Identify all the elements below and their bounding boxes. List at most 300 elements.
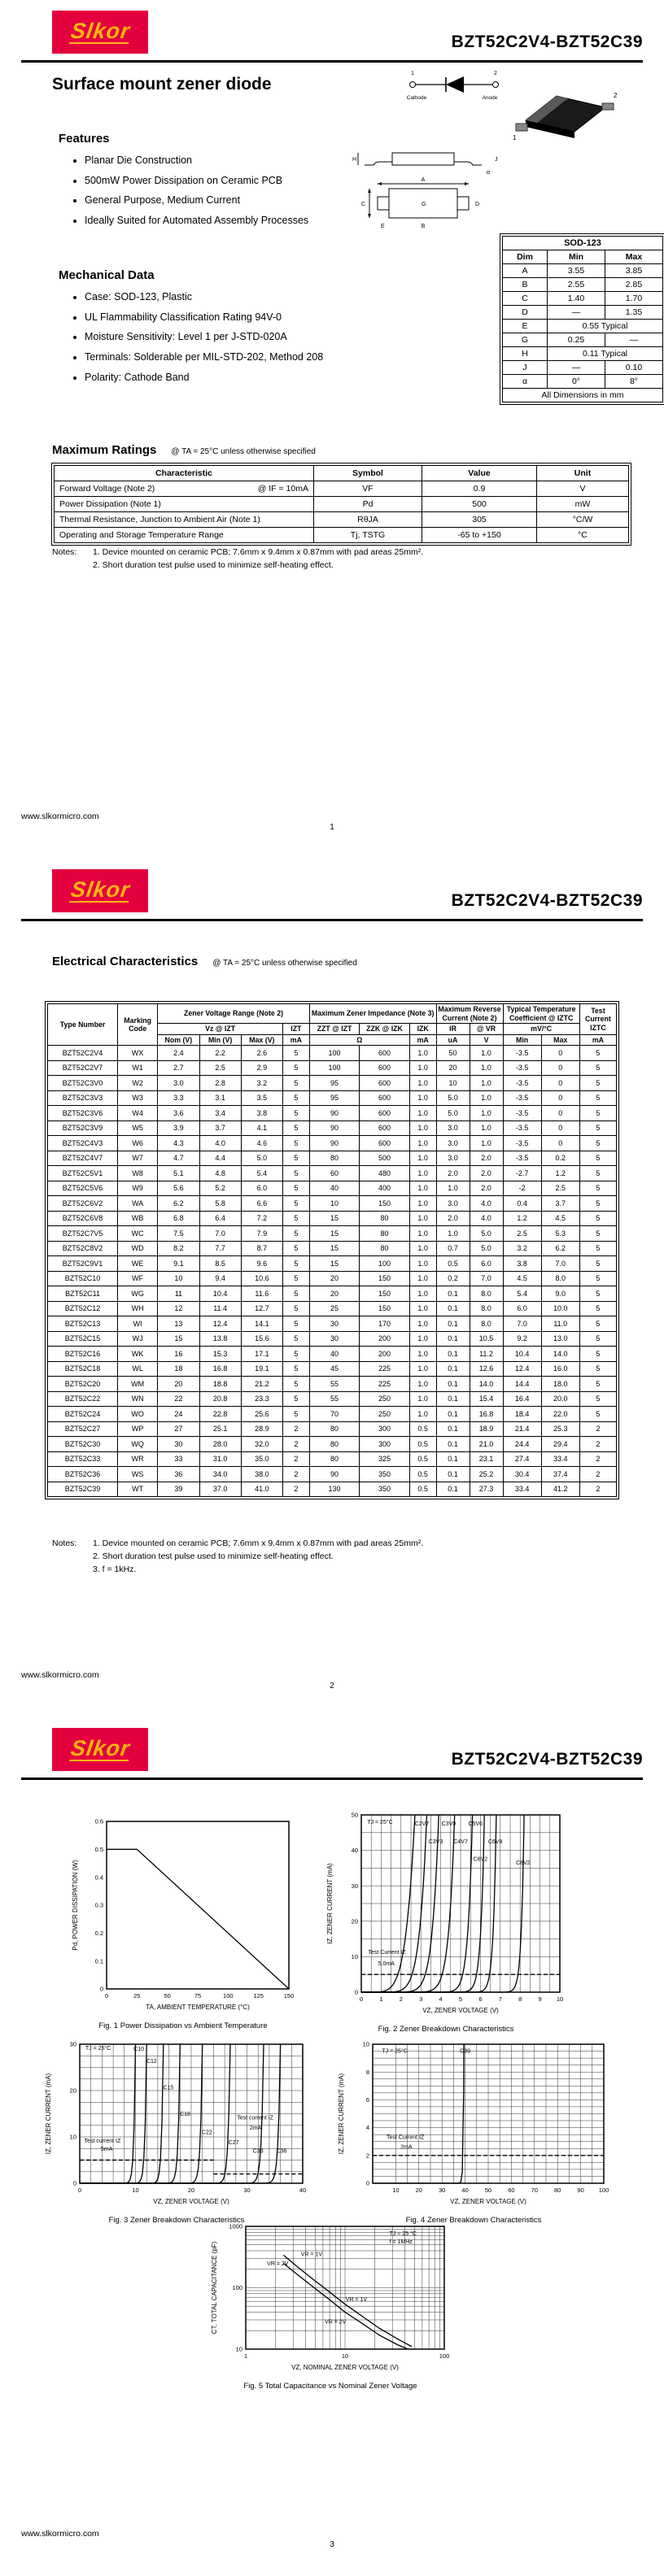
page-number: 1 <box>330 823 334 832</box>
cell <box>55 481 314 497</box>
pin1-label: 1 <box>411 71 414 76</box>
cell: BZT52C7V5 <box>48 1226 118 1242</box>
cell: BZT52C22 <box>48 1391 118 1407</box>
cell: 29.4 <box>541 1437 579 1452</box>
cell: 5 <box>579 1301 616 1316</box>
cell: 15.4 <box>470 1391 503 1407</box>
cell: WO <box>118 1407 158 1422</box>
table-row <box>48 1076 617 1091</box>
cell: 3.8 <box>241 1106 282 1121</box>
characteristic-text: Forward Voltage (Note 2) <box>59 484 155 494</box>
svg-text:2mA: 2mA <box>400 2144 413 2151</box>
table-row <box>48 1181 617 1196</box>
cell: WK <box>118 1347 158 1362</box>
figure-caption: Fig. 1 Power Dissipation vs Ambient Temperature <box>98 2021 268 2030</box>
mechanical-heading: Mechanical Data <box>59 268 155 282</box>
cell: 1.0 <box>409 1377 436 1392</box>
svg-text:C36: C36 <box>276 2148 287 2155</box>
feature-item: • General Purpose, Medium Current <box>85 194 345 207</box>
cell: 27 <box>158 1421 199 1437</box>
cell: 18 <box>158 1361 199 1377</box>
table-row <box>48 1211 617 1226</box>
table-row <box>48 1361 617 1377</box>
cell: 5 <box>579 1241 616 1256</box>
svg-text:2: 2 <box>365 2152 369 2160</box>
page-number: 2 <box>330 1682 334 1690</box>
cell: BZT52C6V2 <box>48 1196 118 1212</box>
cell: 3.2 <box>503 1241 541 1256</box>
cell: 3.0 <box>436 1151 470 1166</box>
table-row <box>48 1106 617 1121</box>
cell: 21.4 <box>503 1421 541 1437</box>
cell: J <box>503 361 548 375</box>
cell: 5 <box>282 1166 309 1181</box>
cell: G <box>503 333 548 347</box>
svg-text:50: 50 <box>484 2187 492 2194</box>
cell: BZT52C36 <box>48 1467 118 1482</box>
cell: 150 <box>360 1301 409 1316</box>
cell: 5 <box>579 1316 616 1332</box>
cell: 5 <box>282 1226 309 1242</box>
cell: WM <box>118 1377 158 1392</box>
cell: 0 <box>541 1120 579 1136</box>
cell: 15 <box>309 1211 359 1226</box>
cell: 23.3 <box>241 1391 282 1407</box>
svg-text:0: 0 <box>104 1992 109 1999</box>
cell: BZT52C5V1 <box>48 1166 118 1181</box>
cell: 17.1 <box>241 1347 282 1362</box>
cell: 90 <box>309 1106 359 1121</box>
cell: RθJA <box>314 512 422 528</box>
cell: 5 <box>282 1271 309 1286</box>
cell: 170 <box>360 1316 409 1332</box>
notes <box>52 1538 508 1576</box>
svg-text:0.5: 0.5 <box>94 1845 103 1853</box>
max-ratings-heading-text: Maximum Ratings <box>52 443 157 457</box>
cell: 37.0 <box>199 1482 241 1497</box>
svg-text:30: 30 <box>351 1882 358 1890</box>
cell: WT <box>118 1482 158 1497</box>
footer <box>21 1670 643 1690</box>
cell: 3.4 <box>199 1106 241 1121</box>
cell: 500 <box>422 497 537 512</box>
characteristic-text: Power Dissipation (Note 1) <box>59 499 161 509</box>
col-izt: IZT <box>282 1024 309 1035</box>
footer <box>21 2529 643 2549</box>
cell: 0.5 <box>409 1467 436 1482</box>
cell: 3.5 <box>241 1090 282 1106</box>
cell: 1.0 <box>409 1361 436 1377</box>
cell: 6.2 <box>541 1241 579 1256</box>
cell: BZT52C39 <box>48 1482 118 1497</box>
cell: 1.0 <box>470 1046 503 1061</box>
cell: W8 <box>118 1166 158 1181</box>
unit-vr: V <box>470 1034 503 1046</box>
elec-heading <box>52 955 357 968</box>
cell: 0 <box>541 1060 579 1076</box>
svg-text:10: 10 <box>341 2352 349 2360</box>
cell: 90 <box>309 1467 359 1482</box>
cell: BZT52C11 <box>48 1286 118 1302</box>
svg-text:Test current IZ: Test current IZ <box>237 2115 273 2121</box>
cell: 40 <box>309 1181 359 1196</box>
cell: 2.4 <box>158 1046 199 1061</box>
cell: 0.25 <box>548 333 605 347</box>
svg-text:10: 10 <box>351 1953 358 1960</box>
cell: 25.1 <box>199 1421 241 1437</box>
cell: 5 <box>579 1347 616 1362</box>
cell: — <box>548 361 605 375</box>
cell: -2 <box>503 1181 541 1196</box>
cell: A <box>503 264 548 278</box>
cell: 0° <box>548 375 605 389</box>
cell: 20 <box>158 1377 199 1392</box>
cell: 0 <box>541 1136 579 1151</box>
dim-g-label: G <box>422 202 426 207</box>
cell: -3.5 <box>503 1076 541 1091</box>
table-row <box>48 1090 617 1106</box>
cell: 200 <box>360 1331 409 1347</box>
note-item: 2. Short duration test pulse used to minimize self-heating effect. <box>93 559 334 570</box>
table-row <box>55 497 629 512</box>
cell: 5 <box>282 1347 309 1362</box>
col-vr: @ VR <box>470 1024 503 1035</box>
table-row <box>503 264 663 278</box>
cell: 0.1 <box>436 1286 470 1302</box>
cell: 1.0 <box>470 1076 503 1091</box>
feature-item: • Ideally Suited for Automated Assembly Processes <box>85 215 345 228</box>
svg-text:VZ, ZENER VOLTAGE (V): VZ, ZENER VOLTAGE (V) <box>450 2198 526 2205</box>
dim-j-label: J <box>495 157 498 163</box>
cell: E <box>503 320 548 333</box>
cell: BZT52C20 <box>48 1377 118 1392</box>
cell: 5 <box>282 1241 309 1256</box>
cell: 12 <box>158 1301 199 1316</box>
cell: V <box>537 481 629 497</box>
dim-table <box>502 236 663 402</box>
cell: 5 <box>579 1407 616 1422</box>
cell: 8.0 <box>470 1286 503 1302</box>
cell: BZT52C3V6 <box>48 1106 118 1121</box>
cell: WL <box>118 1361 158 1377</box>
cell: D <box>503 306 548 320</box>
cell: 2.5 <box>503 1226 541 1242</box>
svg-text:Pd, POWER DISSIPATION (W): Pd, POWER DISSIPATION (W) <box>72 1860 79 1951</box>
cell: 12.4 <box>199 1316 241 1332</box>
svg-text:0: 0 <box>77 2187 82 2194</box>
cell: 5 <box>282 1136 309 1151</box>
svg-text:VR = 2V: VR = 2V <box>325 2319 347 2326</box>
cell: 5 <box>579 1076 616 1091</box>
cell: 1.0 <box>409 1331 436 1347</box>
header-rule <box>21 60 643 63</box>
cell: W3 <box>118 1090 158 1106</box>
cell: 1.2 <box>541 1166 579 1181</box>
footer-url: www.slkormicro.com <box>21 812 99 821</box>
page-number: 3 <box>330 2540 334 2549</box>
cell: 20 <box>436 1060 470 1076</box>
svg-text:C8V2: C8V2 <box>516 1860 531 1866</box>
table-row <box>48 1437 617 1452</box>
cell: 2 <box>579 1451 616 1467</box>
cell: 15 <box>158 1331 199 1347</box>
svg-text:2: 2 <box>399 1995 403 2003</box>
cell: 5.0 <box>436 1106 470 1121</box>
min-col: Min <box>548 250 605 264</box>
cell: 2.0 <box>436 1211 470 1226</box>
characteristic-text: Operating and Storage Temperature Range <box>59 530 224 540</box>
dim-col: Dim <box>503 250 548 264</box>
cell: 10.4 <box>503 1347 541 1362</box>
table-row <box>48 1377 617 1392</box>
cell: 480 <box>360 1166 409 1181</box>
cell: BZT52C18 <box>48 1361 118 1377</box>
cell: 28.9 <box>241 1421 282 1437</box>
svg-text:1: 1 <box>379 1995 383 2003</box>
cell: 60 <box>309 1166 359 1181</box>
cell: W2 <box>118 1076 158 1091</box>
svg-text:10: 10 <box>235 2345 242 2353</box>
table-row <box>503 361 663 375</box>
cell: 250 <box>360 1407 409 1422</box>
cell: 7.0 <box>541 1256 579 1272</box>
cell: 20.8 <box>199 1391 241 1407</box>
cell: 15 <box>309 1241 359 1256</box>
cell: 0.1 <box>436 1437 470 1452</box>
cell: 40 <box>309 1347 359 1362</box>
cell: BZT52C33 <box>48 1451 118 1467</box>
svg-text:100: 100 <box>439 2352 450 2360</box>
cell: BZT52C24 <box>48 1407 118 1422</box>
table-row <box>48 1347 617 1362</box>
cell: 5.6 <box>158 1181 199 1196</box>
cell: 5 <box>579 1377 616 1392</box>
cell: 18.9 <box>470 1421 503 1437</box>
cell: 5 <box>579 1046 616 1061</box>
cell: 0 <box>541 1090 579 1106</box>
cell: 16.8 <box>470 1407 503 1422</box>
cell: 400 <box>360 1181 409 1196</box>
cell: 1.0 <box>409 1407 436 1422</box>
cell: 5 <box>282 1211 309 1226</box>
cell: 21.2 <box>241 1377 282 1392</box>
cell: 2.0 <box>470 1181 503 1196</box>
cell: BZT52C16 <box>48 1347 118 1362</box>
cell: 13.0 <box>541 1331 579 1347</box>
cell: 1.0 <box>409 1136 436 1151</box>
cell: 70 <box>309 1407 359 1422</box>
cell: — <box>605 333 663 347</box>
svg-text:20: 20 <box>415 2187 422 2194</box>
col-vz: Vz @ IZT <box>158 1024 283 1035</box>
cell: 6.2 <box>158 1196 199 1212</box>
svg-text:5mA: 5mA <box>101 2147 113 2153</box>
cell: 80 <box>360 1226 409 1242</box>
cell: BZT52C15 <box>48 1331 118 1347</box>
cell: 1.0 <box>409 1076 436 1091</box>
max-ratings-heading <box>52 443 316 457</box>
cell: 38.0 <box>241 1467 282 1482</box>
col-tempco: Typical Temperature Coefficient @ IZTC <box>503 1004 579 1024</box>
table-row <box>48 1301 617 1316</box>
cell: 35.0 <box>241 1451 282 1467</box>
cell: 10.6 <box>241 1271 282 1286</box>
figure-1 <box>69 1813 297 2030</box>
cell: 90 <box>309 1120 359 1136</box>
cell: 6.0 <box>503 1301 541 1316</box>
cell: 1.0 <box>409 1316 436 1332</box>
max-col: Max <box>605 250 663 264</box>
chart-svg <box>69 1813 297 2017</box>
cell: 4.6 <box>241 1136 282 1151</box>
cell: 3.9 <box>158 1120 199 1136</box>
cell: 5 <box>282 1090 309 1106</box>
cell: 1.0 <box>470 1106 503 1121</box>
cell: 0.5 <box>409 1437 436 1452</box>
cell: 5.0 <box>470 1226 503 1242</box>
cell: 2.55 <box>548 278 605 292</box>
cell: 3.85 <box>605 264 663 278</box>
col-izk: IZK <box>409 1024 436 1035</box>
cell: 7.0 <box>503 1316 541 1332</box>
figure-caption: Fig. 2 Zener Breakdown Characteristics <box>378 2025 514 2034</box>
cell: 600 <box>360 1060 409 1076</box>
svg-text:C6V8: C6V8 <box>487 1838 503 1845</box>
cell: H <box>503 347 548 361</box>
unit-tcmin: Min <box>503 1034 541 1046</box>
cell: 150 <box>360 1286 409 1302</box>
svg-text:0: 0 <box>354 1988 358 1996</box>
cell: 8.7 <box>241 1241 282 1256</box>
package-3d-image <box>506 81 620 150</box>
cell: 21.0 <box>470 1437 503 1452</box>
cell: 2.0 <box>436 1166 470 1181</box>
cell: 45 <box>309 1361 359 1377</box>
cell: 1.0 <box>470 1120 503 1136</box>
svg-text:150: 150 <box>283 1992 295 1999</box>
cell: B <box>503 278 548 292</box>
cell: 90 <box>309 1136 359 1151</box>
cell: 4.5 <box>541 1211 579 1226</box>
table-row <box>55 481 629 497</box>
svg-text:Test Current IZ: Test Current IZ <box>387 2134 425 2141</box>
svg-text:VR = 1V: VR = 1V <box>345 2297 368 2304</box>
cell: 1.0 <box>409 1301 436 1316</box>
cell: W4 <box>118 1106 158 1121</box>
table-row <box>48 1166 617 1181</box>
cell: 2 <box>579 1437 616 1452</box>
cell: 600 <box>360 1076 409 1091</box>
cell: 5 <box>579 1256 616 1272</box>
cell: 33.4 <box>503 1482 541 1497</box>
table-row <box>48 1467 617 1482</box>
cell: Pd <box>314 497 422 512</box>
svg-text:TJ = 25 °C: TJ = 25 °C <box>389 2230 417 2237</box>
cell: 2 <box>579 1482 616 1497</box>
cell: 2 <box>282 1482 309 1497</box>
table-row <box>48 1482 617 1497</box>
cell: 0.2 <box>541 1151 579 1166</box>
cell: 2.0 <box>470 1151 503 1166</box>
cell: 23.1 <box>470 1451 503 1467</box>
cell: 3.0 <box>436 1136 470 1151</box>
cell: 1.70 <box>605 292 663 306</box>
table-row <box>503 320 663 333</box>
figure-2 <box>324 1807 568 2034</box>
cell: 16.0 <box>541 1361 579 1377</box>
svg-text:75: 75 <box>194 1992 202 1999</box>
characteristic-text: Thermal Resistance, Junction to Ambient Air (Note 1) <box>59 515 260 524</box>
cell: 25.3 <box>541 1421 579 1437</box>
cell: 14.1 <box>241 1316 282 1332</box>
cell: 0 <box>541 1076 579 1091</box>
table-row <box>48 1391 617 1407</box>
svg-text:IZ, ZENER CURRENT (mA): IZ, ZENER CURRENT (mA) <box>338 2073 345 2155</box>
cell: 225 <box>360 1377 409 1392</box>
cell: α <box>503 375 548 389</box>
svg-text:C22: C22 <box>201 2130 212 2136</box>
cell: 3.7 <box>541 1196 579 1212</box>
cell <box>55 512 314 528</box>
cell: 9.2 <box>503 1331 541 1347</box>
cell: 28.0 <box>199 1437 241 1452</box>
cell: 12.4 <box>503 1361 541 1377</box>
cell: 5 <box>282 1120 309 1136</box>
notes-label: Notes: <box>52 1538 77 1548</box>
cell: 4.7 <box>158 1151 199 1166</box>
note-item: 1. Device mounted on ceramic PCB; 7.6mm x 9.4mm x 0.87mm with pad areas 25mm². <box>93 547 424 557</box>
cell: 20 <box>309 1286 359 1302</box>
svg-text:7: 7 <box>498 1995 502 2003</box>
cell: 3.0 <box>158 1076 199 1091</box>
cell: 5 <box>579 1060 616 1076</box>
cell: 20 <box>309 1271 359 1286</box>
cell: 1.0 <box>409 1196 436 1212</box>
header-rule <box>21 1778 643 1780</box>
cell: 3.3 <box>158 1090 199 1106</box>
col-vz-range: Zener Voltage Range (Note 2) <box>158 1004 310 1024</box>
unit-tcmax: Max <box>541 1034 579 1046</box>
cell: 18.0 <box>541 1377 579 1392</box>
cell: 13.8 <box>199 1331 241 1347</box>
page-title: Surface mount zener diode <box>52 75 272 94</box>
cell: 5.1 <box>158 1166 199 1181</box>
cell: 11.2 <box>470 1347 503 1362</box>
cell: 4.1 <box>241 1120 282 1136</box>
cell: 95 <box>309 1076 359 1091</box>
cell: 600 <box>360 1090 409 1106</box>
notes <box>52 546 508 572</box>
cell: 5.2 <box>199 1181 241 1196</box>
cell: 11.4 <box>199 1301 241 1316</box>
brand-logo <box>52 1728 148 1771</box>
brand-logo <box>52 869 148 912</box>
max-ratings-condition: @ TA = 25°C unless otherwise specified <box>171 447 316 456</box>
pkg-pin2-label: 2 <box>614 92 618 99</box>
cell: WJ <box>118 1331 158 1347</box>
svg-text:C10: C10 <box>133 2047 145 2052</box>
cell: BZT52C30 <box>48 1437 118 1452</box>
cell: 0.1 <box>436 1451 470 1467</box>
cell: 1.0 <box>436 1226 470 1242</box>
cell: 2.8 <box>199 1076 241 1091</box>
cell: 34.0 <box>199 1467 241 1482</box>
cell: 5.0 <box>470 1241 503 1256</box>
cell: BZT52C4V7 <box>48 1151 118 1166</box>
cell: 3.55 <box>548 264 605 278</box>
table-row <box>503 306 663 320</box>
cell: BZT52C3V0 <box>48 1076 118 1091</box>
